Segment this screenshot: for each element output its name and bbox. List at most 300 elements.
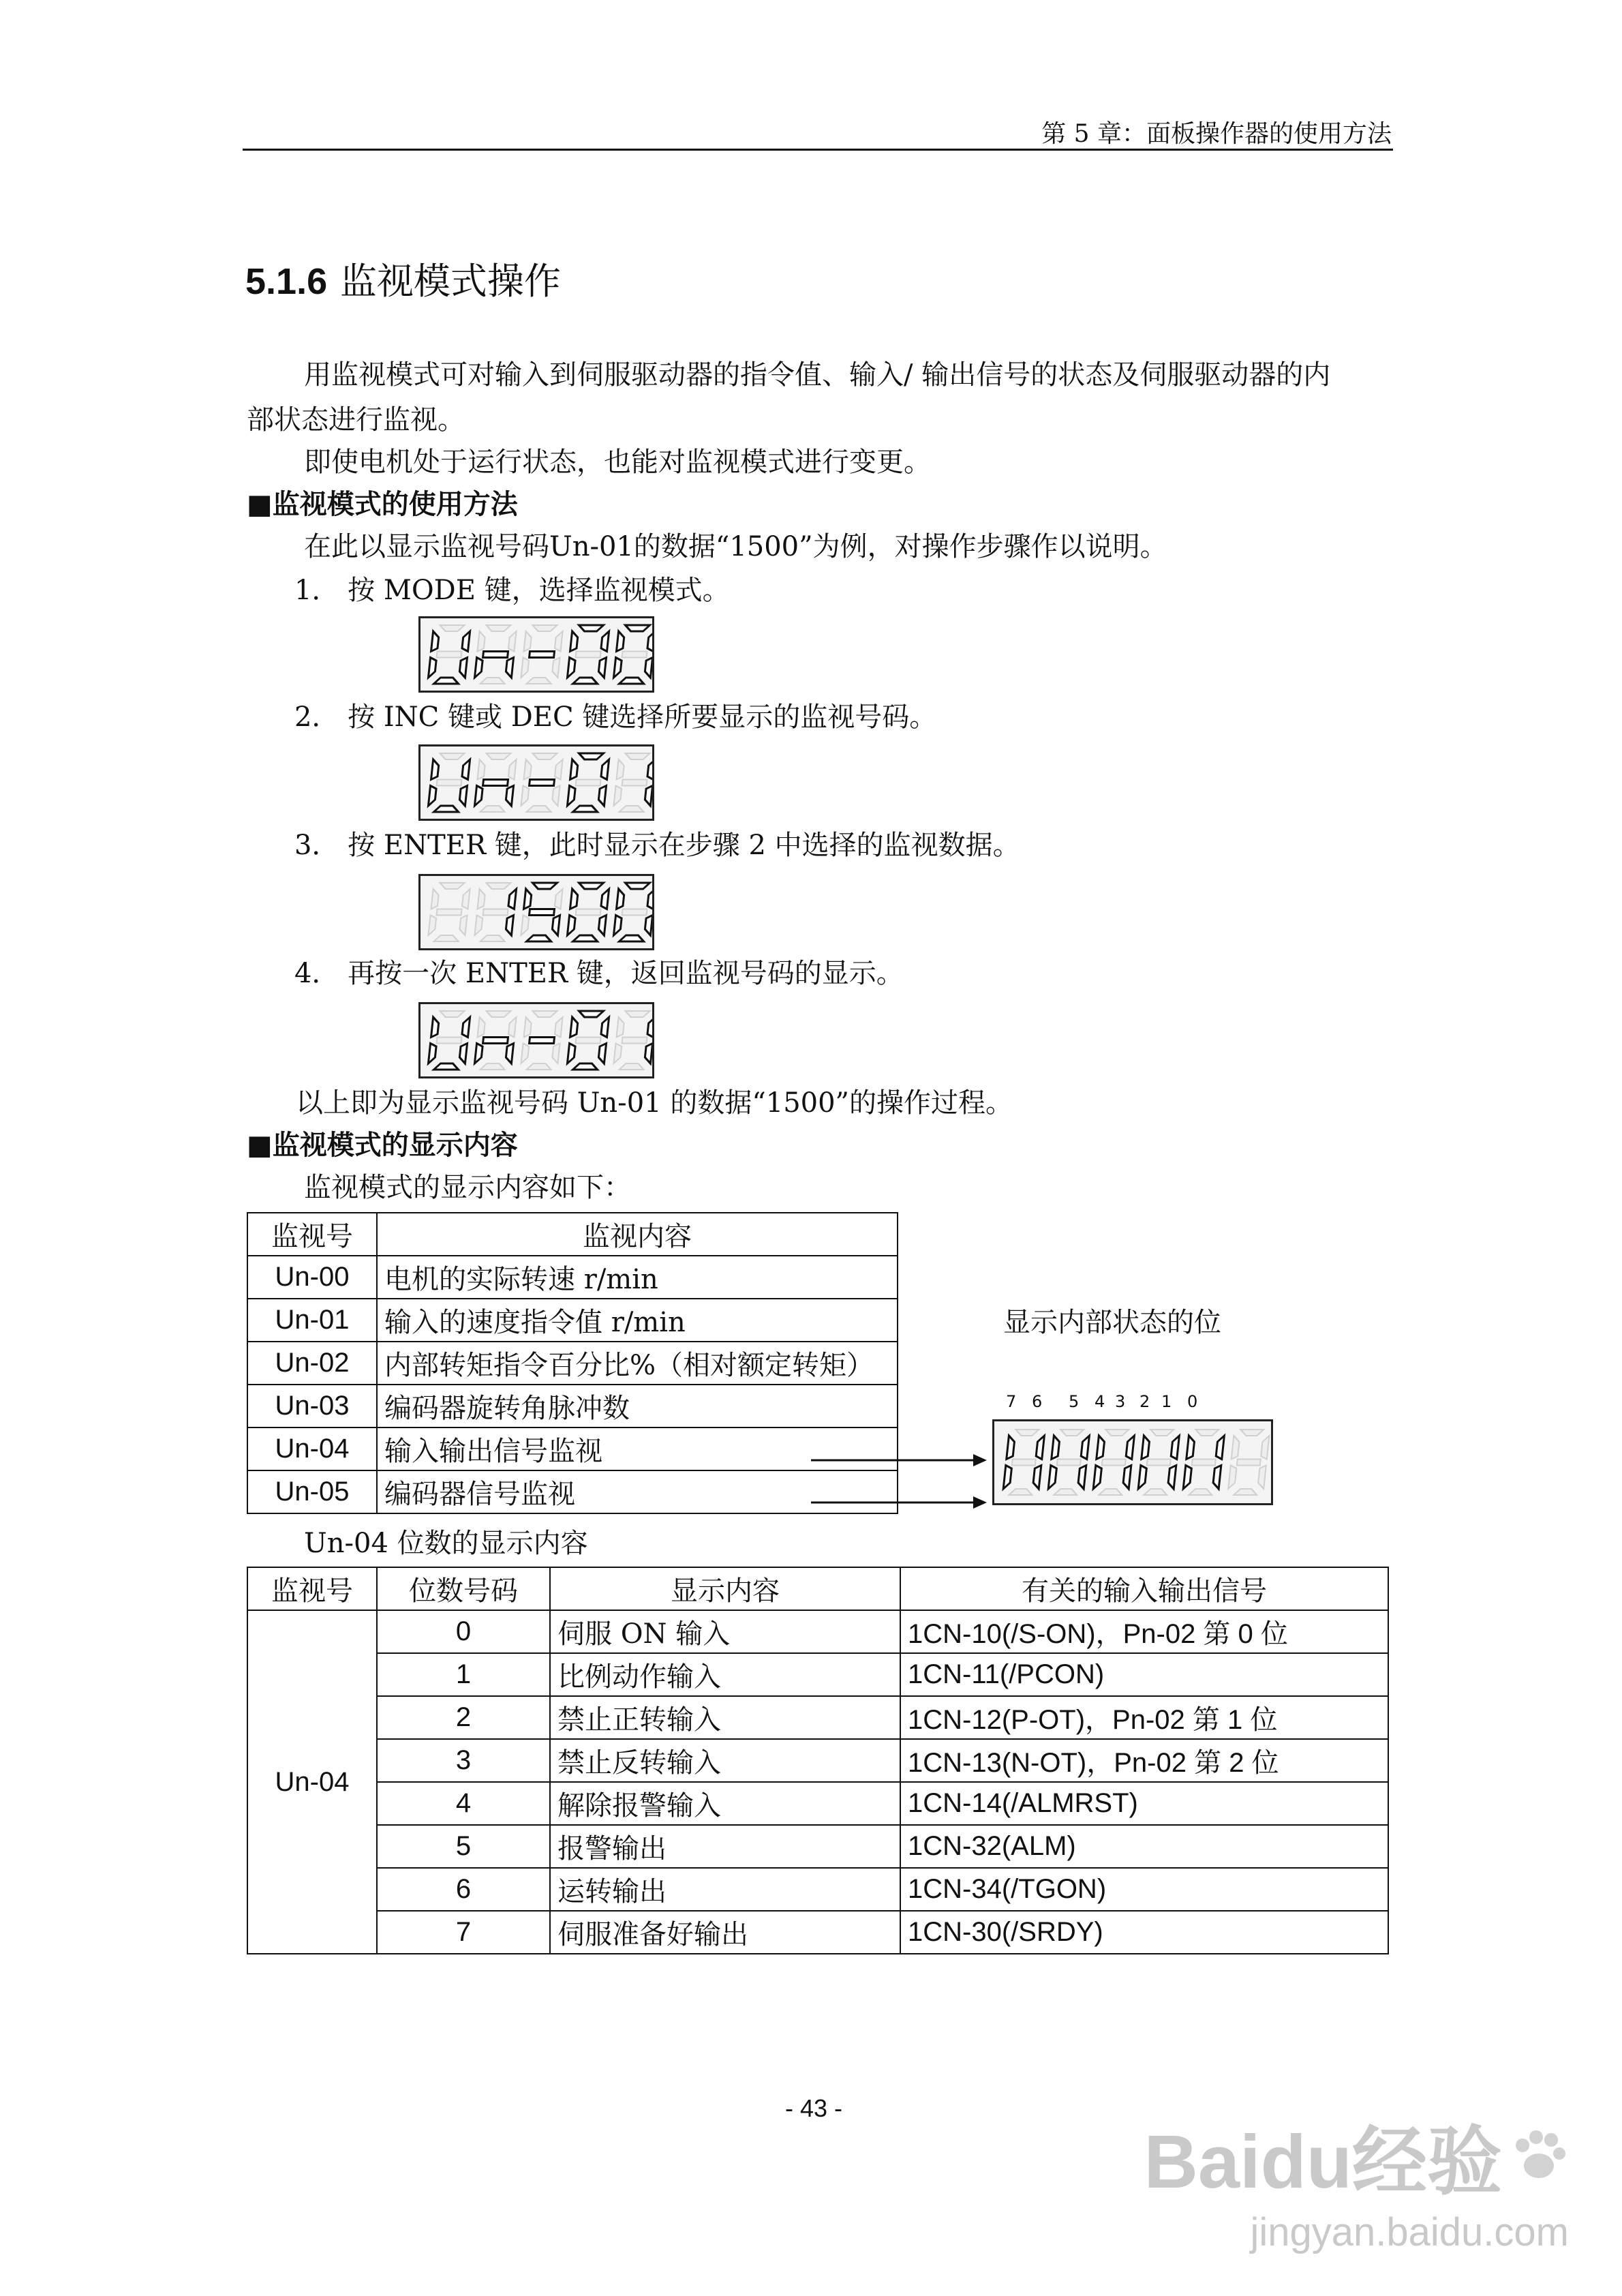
monitor-content-cell: 编码器旋转角脉冲数 xyxy=(377,1385,898,1428)
segment-a xyxy=(625,753,650,759)
bit-seg-digit xyxy=(1137,1430,1180,1495)
intro-line-1: 用监视模式可对输入到伺服驱动器的指令值、输入/ 输出信号的状态及伺服驱动器的内 xyxy=(304,359,1331,391)
segment-b xyxy=(1171,1436,1180,1460)
display-content-cell: 运转输出 xyxy=(550,1868,900,1911)
segment-g xyxy=(1147,1460,1171,1466)
segment-a xyxy=(440,1011,465,1017)
usage-example: 在此以显示监视号码Un-01的数据“1500”为例，对操作步骤作以说明。 xyxy=(304,531,1167,562)
seven-seg-display-step-3 xyxy=(418,874,654,950)
segment-e xyxy=(613,1044,622,1064)
segment-g xyxy=(530,1038,555,1044)
segment-c xyxy=(644,786,652,806)
monitor-number-cell: Un-04 xyxy=(247,1428,377,1470)
segment-a xyxy=(579,883,604,889)
segment-a xyxy=(1195,1430,1219,1436)
seven-seg-digit xyxy=(428,753,471,812)
display-content-cell: 解除报警输入 xyxy=(550,1782,900,1825)
segment-e xyxy=(613,786,622,806)
segment-b xyxy=(462,1017,470,1038)
seven-seg-digit xyxy=(474,753,517,812)
bit-number: 6 xyxy=(1032,1392,1043,1411)
segment-f xyxy=(617,889,625,909)
table-row xyxy=(247,1342,898,1385)
monitor-content-cell: 输入输出信号监视 xyxy=(377,1428,898,1470)
segment-e xyxy=(1228,1466,1237,1490)
segment-g xyxy=(622,909,647,916)
bit-seg-digit xyxy=(1047,1430,1090,1495)
segment-a xyxy=(579,753,604,759)
segment-c xyxy=(459,786,467,806)
usage-heading: ■监视模式的使用方法 xyxy=(247,488,518,520)
bit-seg-digit xyxy=(1227,1430,1270,1495)
bit-number-cell: 2 xyxy=(377,1696,550,1739)
segment-d xyxy=(619,1063,645,1070)
table-row xyxy=(247,1653,1388,1696)
segment-a xyxy=(625,625,650,631)
page-number: - 43 - xyxy=(785,2094,843,2122)
segment-g xyxy=(576,1038,601,1044)
segment-g xyxy=(437,652,462,658)
segment-g xyxy=(530,909,555,916)
segment-a xyxy=(532,1011,557,1017)
section-title-text: 监视模式操作 xyxy=(339,260,561,303)
segment-e xyxy=(428,1044,436,1064)
display-content-cell: 伺服准备好输出 xyxy=(550,1911,900,1954)
arrow-head-icon xyxy=(973,1496,987,1509)
segment-c xyxy=(459,1044,467,1064)
bit-number-cell: 0 xyxy=(377,1610,550,1653)
segment-a xyxy=(1150,1430,1174,1436)
segment-d xyxy=(480,806,506,812)
column-header: 显示内容 xyxy=(550,1567,900,1610)
bit-seg-digit xyxy=(1003,1430,1045,1495)
segment-a xyxy=(440,753,465,759)
table-row xyxy=(247,1739,1388,1782)
segment-a xyxy=(1060,1430,1084,1436)
segment-a xyxy=(440,625,465,631)
segment-c xyxy=(551,786,560,806)
segment-f xyxy=(570,889,579,909)
segment-e xyxy=(567,1044,575,1064)
segment-c xyxy=(505,658,513,678)
step-4-text: 4． 再按一次 ENTER 键，返回监视号码的显示。 xyxy=(294,958,904,989)
seven-seg-digit xyxy=(428,883,471,941)
segment-c xyxy=(1212,1466,1221,1490)
segment-g xyxy=(1237,1460,1261,1466)
segment-f xyxy=(1052,1436,1060,1460)
segment-f xyxy=(570,631,579,652)
header-rule xyxy=(243,149,1393,151)
step-1-text: 1． 按 MODE 键，选择监视模式。 xyxy=(294,575,730,606)
segment-f xyxy=(1142,1436,1150,1460)
segment-f xyxy=(431,759,440,780)
segment-d xyxy=(573,935,598,941)
segment-a xyxy=(579,1011,604,1017)
column-header: 监视号 xyxy=(247,1567,377,1610)
un04-bit-table xyxy=(247,1567,1389,1954)
segment-a xyxy=(1015,1430,1039,1436)
segment-a xyxy=(486,625,511,631)
bit-segment-display xyxy=(994,1421,1271,1503)
segment-b xyxy=(601,759,609,780)
segment-c xyxy=(1122,1466,1131,1490)
segment-b xyxy=(508,759,517,780)
segment-c xyxy=(1257,1466,1266,1490)
seven-seg-digit xyxy=(428,1011,471,1070)
section-number: 5.1.6 xyxy=(245,261,328,302)
signal-cell: 1CN-13(N-OT)，Pn-02 第 2 位 xyxy=(900,1739,1388,1782)
segment-b xyxy=(1081,1436,1090,1460)
seven-seg-display-step-4 xyxy=(418,1002,654,1078)
segment-b xyxy=(508,631,517,652)
segment-d xyxy=(573,1063,598,1070)
bit-number-cell: 6 xyxy=(377,1868,550,1911)
watermark-brand: Baidu经验 xyxy=(1144,2120,1502,2204)
segment-a xyxy=(440,883,465,889)
bit-number: 7 xyxy=(1006,1392,1017,1411)
segment-b xyxy=(462,889,470,909)
baidu-jingyan-watermark xyxy=(1144,2102,1569,2255)
segment-f xyxy=(617,759,625,780)
segment-b xyxy=(555,759,563,780)
segment-e xyxy=(474,1044,483,1064)
bit-number-cell: 7 xyxy=(377,1911,550,1954)
intro-line-2: 部状态进行监视。 xyxy=(247,404,465,436)
table-header-row xyxy=(247,1213,898,1256)
segment-f xyxy=(431,1017,440,1038)
segment-c xyxy=(644,916,652,936)
segment-e xyxy=(474,658,483,678)
bit-number: 2 xyxy=(1139,1392,1150,1411)
seven-seg-digit xyxy=(567,1011,610,1070)
segment-c xyxy=(551,1044,560,1064)
bit-number-cell: 3 xyxy=(377,1739,550,1782)
segment-b xyxy=(647,631,652,652)
segment-d xyxy=(1234,1489,1257,1495)
seven-seg-digit xyxy=(613,883,652,941)
segment-e xyxy=(474,786,483,806)
segment-f xyxy=(617,1017,625,1038)
segment-e xyxy=(1183,1466,1192,1490)
monitor-content-cell: 内部转矩指令百分比%（相对额定转矩） xyxy=(377,1342,898,1385)
segment-d xyxy=(527,1063,552,1070)
segment-d xyxy=(434,806,459,812)
bit-number: 4 xyxy=(1095,1392,1105,1411)
segment-d xyxy=(1009,1489,1032,1495)
segment-b xyxy=(508,1017,517,1038)
step-3-text: 3． 按 ENTER 键，此时显示在步骤 2 中选择的监视数据。 xyxy=(294,830,1020,861)
segment-g xyxy=(622,652,647,658)
display-content-cell: 伺服 ON 输入 xyxy=(550,1610,900,1653)
bit-number: 3 xyxy=(1115,1392,1126,1411)
segment-c xyxy=(505,786,513,806)
column-header: 位数号码 xyxy=(377,1567,550,1610)
signal-cell: 1CN-11(/PCON) xyxy=(900,1653,1388,1696)
bit-seg-digit xyxy=(1182,1430,1225,1495)
segment-g xyxy=(1012,1460,1036,1466)
segment-c xyxy=(551,658,560,678)
running-header: 第 5 章：面板操作器的使用方法 xyxy=(1041,120,1392,148)
segment-d xyxy=(1144,1489,1167,1495)
bit-display-label: 显示内部状态的位 xyxy=(1003,1307,1221,1338)
segment-e xyxy=(613,658,622,678)
seven-segment-digits xyxy=(420,876,652,948)
step-2-text: 2． 按 INC 键或 DEC 键选择所要显示的监视号码。 xyxy=(294,701,937,733)
signal-cell: 1CN-10(/S-ON)，Pn-02 第 0 位 xyxy=(900,1610,1388,1653)
segment-b xyxy=(601,889,609,909)
segment-a xyxy=(532,625,557,631)
seven-seg-digit xyxy=(428,625,471,684)
segment-e xyxy=(428,658,436,678)
segment-c xyxy=(644,658,652,678)
bit-number-cell: 4 xyxy=(377,1782,550,1825)
seven-segment-digits xyxy=(420,1004,652,1076)
segment-g xyxy=(576,780,601,786)
segment-b xyxy=(601,1017,609,1038)
segment-f xyxy=(524,1017,532,1038)
segment-b xyxy=(1126,1436,1135,1460)
table-row xyxy=(247,1256,898,1299)
monitor-number-cell: Un-04 xyxy=(247,1610,377,1954)
signal-cell: 1CN-30(/SRDY) xyxy=(900,1911,1388,1954)
segment-g xyxy=(622,1038,647,1044)
segment-b xyxy=(555,889,563,909)
segment-a xyxy=(486,753,511,759)
segment-b xyxy=(647,1017,652,1038)
segment-f xyxy=(1007,1436,1015,1460)
segment-b xyxy=(555,1017,563,1038)
segment-f xyxy=(478,889,486,909)
segment-f xyxy=(524,631,532,652)
segment-c xyxy=(1032,1466,1041,1490)
segment-e xyxy=(428,786,436,806)
segment-d xyxy=(619,935,645,941)
segment-g xyxy=(1192,1460,1216,1466)
segment-g xyxy=(622,780,647,786)
segment-b xyxy=(508,889,517,909)
segment-d xyxy=(619,678,645,684)
segment-b xyxy=(462,759,470,780)
segment-e xyxy=(521,916,529,936)
table-header-row xyxy=(247,1567,1388,1610)
segment-e xyxy=(521,1044,529,1064)
column-header: 监视内容 xyxy=(377,1213,898,1256)
signal-cell: 1CN-14(/ALMRST) xyxy=(900,1782,1388,1825)
bit-number-cell: 1 xyxy=(377,1653,550,1696)
segment-d xyxy=(434,935,459,941)
segment-g xyxy=(437,1038,462,1044)
table-row xyxy=(247,1610,1388,1653)
signal-cell: 1CN-12(P-OT)，Pn-02 第 1 位 xyxy=(900,1696,1388,1739)
display-content-heading: ■监视模式的显示内容 xyxy=(247,1129,518,1161)
segment-f xyxy=(617,631,625,652)
segment-e xyxy=(613,916,622,936)
segment-b xyxy=(647,889,652,909)
segment-g xyxy=(530,652,555,658)
column-header: 监视号 xyxy=(247,1213,377,1256)
segment-b xyxy=(1216,1436,1225,1460)
segment-a xyxy=(1240,1430,1264,1436)
segment-a xyxy=(625,883,650,889)
bit-number: 1 xyxy=(1161,1392,1172,1411)
seven-seg-digit xyxy=(613,1011,652,1070)
segment-e xyxy=(1138,1466,1147,1490)
table-row xyxy=(247,1299,898,1342)
monitor-table xyxy=(247,1212,898,1514)
seven-seg-digit xyxy=(567,753,610,812)
segment-g xyxy=(576,909,601,916)
seven-seg-digit xyxy=(474,883,517,941)
segment-a xyxy=(486,883,511,889)
segment-c xyxy=(505,1044,513,1064)
segment-f xyxy=(431,889,440,909)
segment-e xyxy=(474,916,483,936)
segment-b xyxy=(601,631,609,652)
seven-seg-digit xyxy=(521,753,564,812)
bit-number: 0 xyxy=(1187,1392,1198,1411)
monitor-content-cell: 电机的实际转速 r/min xyxy=(377,1256,898,1299)
paw-icon xyxy=(1508,2125,1569,2186)
bit-number-cell: 5 xyxy=(377,1825,550,1868)
segment-a xyxy=(579,625,604,631)
segment-d xyxy=(480,935,506,941)
segment-g xyxy=(1057,1460,1081,1466)
arrows-to-bit-display xyxy=(804,1445,995,1520)
seven-seg-digit xyxy=(521,1011,564,1070)
segment-d xyxy=(573,678,598,684)
segment-f xyxy=(478,759,486,780)
segment-c xyxy=(1167,1466,1176,1490)
monitor-number-cell: Un-00 xyxy=(247,1256,377,1299)
segment-f xyxy=(1097,1436,1105,1460)
segment-b xyxy=(1036,1436,1045,1460)
seven-seg-digit xyxy=(521,883,564,941)
segment-g xyxy=(483,780,508,786)
display-content-cell: 报警输出 xyxy=(550,1825,900,1868)
signal-cell: 1CN-34(/TGON) xyxy=(900,1868,1388,1911)
segment-d xyxy=(527,935,552,941)
segment-c xyxy=(1077,1466,1086,1490)
segment-f xyxy=(524,759,532,780)
segment-e xyxy=(428,916,436,936)
segment-d xyxy=(619,806,645,812)
segment-d xyxy=(527,806,552,812)
monitor-number-cell: Un-02 xyxy=(247,1342,377,1385)
segment-f xyxy=(478,631,486,652)
seven-segment-digits xyxy=(420,746,652,819)
segment-c xyxy=(598,786,606,806)
segment-c xyxy=(598,658,606,678)
segment-e xyxy=(567,786,575,806)
usage-summary: 以上即为显示监视号码 Un-01 的数据“1500”的操作过程。 xyxy=(296,1087,1013,1119)
table-row xyxy=(247,1428,898,1470)
seven-seg-digit xyxy=(521,625,564,684)
segment-d xyxy=(1099,1489,1122,1495)
display-content-cell: 禁止反转输入 xyxy=(550,1739,900,1782)
table-row xyxy=(247,1782,1388,1825)
intro-line-3: 即使电机处于运行状态，也能对监视模式进行变更。 xyxy=(304,447,931,478)
section-title xyxy=(245,252,561,305)
segment-b xyxy=(1261,1436,1270,1460)
bit-number-labels xyxy=(1006,1392,1217,1413)
segment-d xyxy=(1054,1489,1077,1495)
bit-status-display xyxy=(992,1419,1273,1505)
segment-c xyxy=(551,916,560,936)
segment-f xyxy=(431,631,440,652)
seven-seg-digit xyxy=(567,625,610,684)
table2-caption: Un-04 位数的显示内容 xyxy=(304,1528,588,1559)
seven-seg-digit xyxy=(474,1011,517,1070)
segment-c xyxy=(598,916,606,936)
segment-f xyxy=(478,1017,486,1038)
segment-a xyxy=(532,753,557,759)
segment-f xyxy=(1187,1436,1195,1460)
segment-e xyxy=(1093,1466,1102,1490)
table-row xyxy=(247,1470,898,1513)
segment-f xyxy=(570,759,579,780)
arrow-head-icon xyxy=(973,1454,987,1466)
segment-d xyxy=(480,678,506,684)
seven-seg-digit xyxy=(567,883,610,941)
segment-g xyxy=(437,780,462,786)
monitor-number-cell: Un-03 xyxy=(247,1385,377,1428)
seven-seg-display-step-1 xyxy=(418,616,654,693)
bit-seg-digit xyxy=(1092,1430,1135,1495)
segment-f xyxy=(1231,1436,1240,1460)
monitor-number-cell: Un-05 xyxy=(247,1470,377,1513)
monitor-number-cell: Un-01 xyxy=(247,1299,377,1342)
segment-g xyxy=(576,652,601,658)
watermark-url: jingyan.baidu.com xyxy=(1250,2210,1569,2254)
segment-g xyxy=(483,652,508,658)
segment-e xyxy=(567,916,575,936)
segment-a xyxy=(486,1011,511,1017)
table-row xyxy=(247,1825,1388,1868)
segment-c xyxy=(644,1044,652,1064)
display-content-cell: 禁止正转输入 xyxy=(550,1696,900,1739)
segment-e xyxy=(521,658,529,678)
segment-b xyxy=(555,631,563,652)
segment-g xyxy=(483,1038,508,1044)
segment-c xyxy=(459,916,467,936)
seven-seg-digit xyxy=(613,625,652,684)
segment-e xyxy=(1048,1466,1057,1490)
segment-e xyxy=(521,786,529,806)
segment-c xyxy=(505,916,513,936)
seven-seg-display-step-2 xyxy=(418,744,654,821)
segment-d xyxy=(573,806,598,812)
segment-b xyxy=(647,759,652,780)
segment-b xyxy=(462,631,470,652)
segment-c xyxy=(459,658,467,678)
segment-a xyxy=(532,883,557,889)
segment-g xyxy=(530,780,555,786)
segment-c xyxy=(598,1044,606,1064)
segment-e xyxy=(1003,1466,1012,1490)
table-row xyxy=(247,1868,1388,1911)
segment-a xyxy=(625,1011,650,1017)
seven-seg-digit xyxy=(613,753,652,812)
segment-d xyxy=(527,678,552,684)
segment-d xyxy=(434,1063,459,1070)
segment-g xyxy=(483,909,508,916)
signal-cell: 1CN-32(ALM) xyxy=(900,1825,1388,1868)
table-row xyxy=(247,1696,1388,1739)
table-row xyxy=(247,1911,1388,1954)
display-content-intro: 监视模式的显示内容如下： xyxy=(304,1172,631,1203)
display-content-cell: 比例动作输入 xyxy=(550,1653,900,1696)
table-row xyxy=(247,1385,898,1428)
